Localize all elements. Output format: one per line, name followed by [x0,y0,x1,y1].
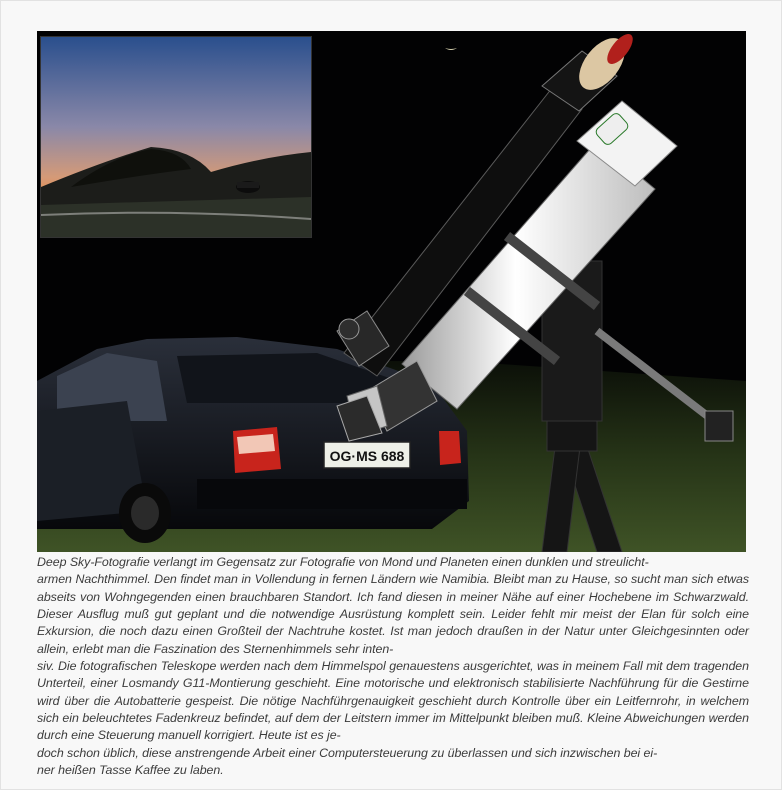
dusk-landscape-inset [40,36,312,238]
dusk-hills-car-scene [41,37,311,237]
license-plate: OG·MS 688 [329,448,405,464]
caption-text: Deep Sky-Fotografie verlangt im Gegensatz zur Fotografie von Mond und Planeten einen dunklen und streulicht- armen Nachthimmel. Den findet man in Vollendung in fernen Ländern wie Namibia. Bleibt man zu Hause, so sucht man sich etwas abseits von Wohngegenden einen brauchbaren Standort. Ich fand diesen in meiner Nähe auf einer Hochebene im Schwarzwald. Dieser Ausflug muß gut geplant und die notwendige Ausrüstung komplett sein. Leider fehlt mir meist der Elan für solch eine Exkursion, die noch dazu einen Großteil der Nachtruhe kostet. Ist man jedoch draußen in der Natur unter Gleichgesinnten oder allein, erlebt man die Faszination des Sternenhimmels sehr inten- siv. Die fotografischen Teleskope werden nach dem Himmelspol genauestens ausgerichtet, was in meinem Fall mit dem tragenden Unterteil, einer Losmandy G11-Montierung geschieht. Eine motorische und elektronisch stabilisierte Nachführung für die Gestirne wird über die Autobatterie gespeist. Die nötige Nachführgenauigkeit geschieht durch Kontrolle über ein Leitfernrohr, in welchem sich ein beleuchtetes Fadenkreuz befindet, auf dem der Leitstern immer im Mittelpunkt bleiben muß. Kleine Abweichungen werden durch eine Steuerung manuell korrigiert. Heute ist es je- doch schon üblich, diese anstrengende Arbeit einer Computersteuerung zu überlassen und sich inzwischen bei ei- ner heißen Tasse Kaffee zu laben. [37,555,749,778]
